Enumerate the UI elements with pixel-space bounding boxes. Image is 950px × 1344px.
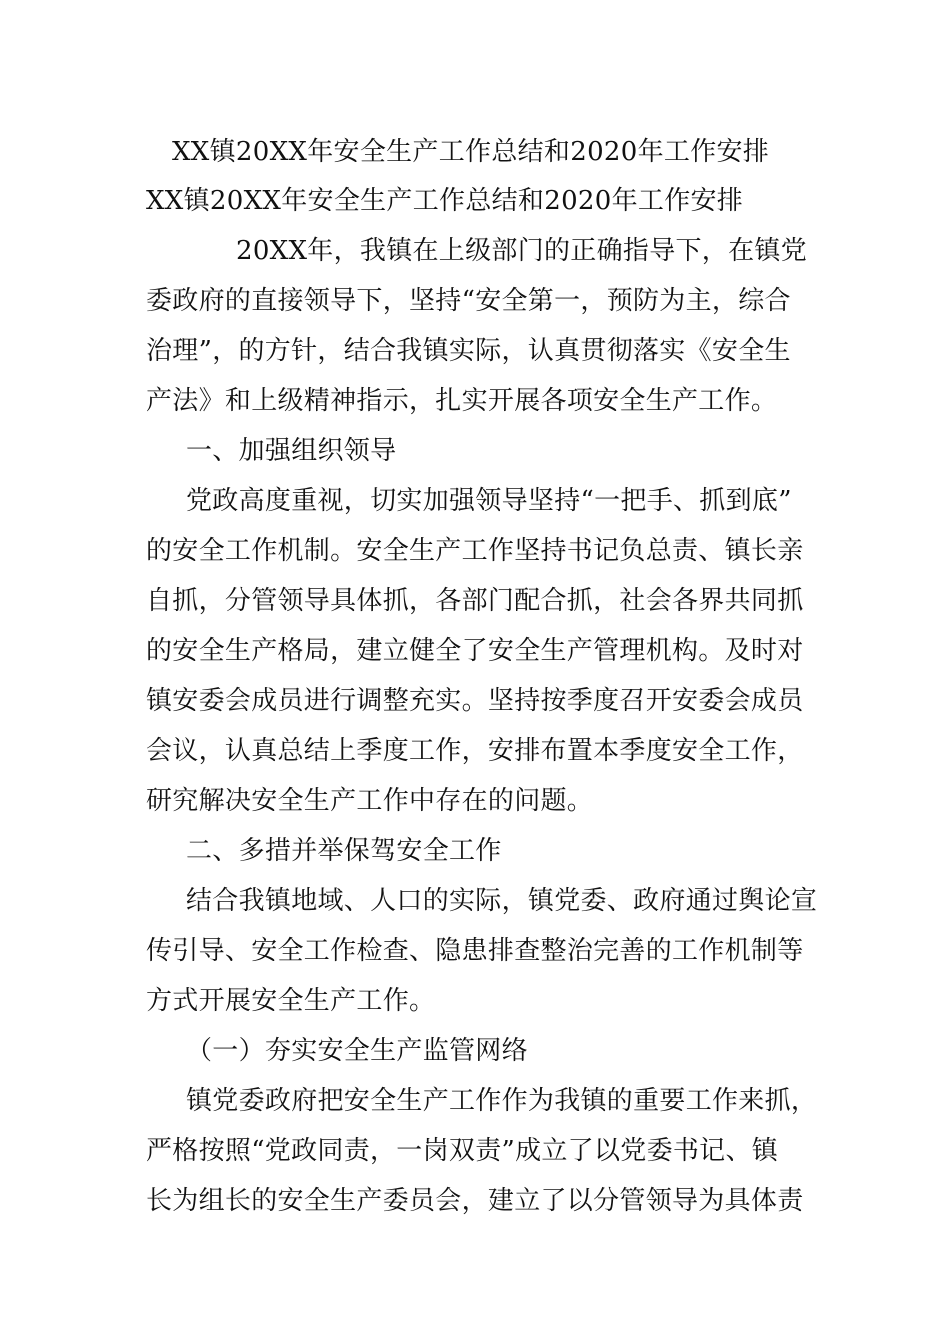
paragraph-line: 传引导、安全工作检查、隐患排查整治完善的工作机制等 bbox=[146, 936, 804, 966]
paragraph-line: 方式开展安全生产工作。 bbox=[146, 986, 436, 1016]
paragraph-line: 产法》和上级精神指示，扎实开展各项安全生产工作。 bbox=[146, 386, 778, 416]
paragraph-line: 的安全生产格局，建立健全了安全生产管理机构。及时对 bbox=[146, 636, 804, 666]
paragraph-line: 20XX年，我镇在上级部门的正确指导下，在镇党 bbox=[236, 236, 808, 266]
paragraph-line: 自抓，分管领导具体抓，各部门配合抓，社会各界共同抓 bbox=[146, 586, 804, 616]
document-title: XX镇20XX年安全生产工作总结和2020年工作安排 bbox=[172, 137, 770, 167]
subsection-heading: （一）夯实安全生产监管网络 bbox=[186, 1036, 528, 1066]
paragraph-line: 镇安委会成员进行调整充实。坚持按季度召开安委会成员 bbox=[146, 686, 804, 716]
paragraph-line: 长为组长的安全生产委员会，建立了以分管领导为具体责 bbox=[146, 1186, 804, 1216]
paragraph-line: 的安全工作机制。安全生产工作坚持书记负总责、镇长亲 bbox=[146, 536, 804, 566]
paragraph-line: 研究解决安全生产工作中存在的问题。 bbox=[146, 786, 594, 816]
paragraph-line: 镇党委政府把安全生产工作作为我镇的重要工作来抓， bbox=[186, 1086, 818, 1116]
paragraph-line: 治理”，的方针，结合我镇实际，认真贯彻落实《安全生 bbox=[146, 336, 791, 366]
paragraph-line: 委政府的直接领导下，坚持“安全第一，预防为主，综合 bbox=[146, 286, 791, 316]
paragraph-line: 严格按照“党政同责，一岗双责”成立了以党委书记、镇 bbox=[146, 1136, 779, 1166]
paragraph-line: 党政高度重视，切实加强领导坚持“一把手、抓到底” bbox=[186, 486, 792, 516]
document-subtitle: XX镇20XX年安全生产工作总结和2020年工作安排 bbox=[146, 186, 744, 216]
paragraph-line: 会议，认真总结上季度工作，安排布置本季度安全工作， bbox=[146, 736, 804, 766]
paragraph-line: 结合我镇地域、人口的实际，镇党委、政府通过舆论宣 bbox=[186, 886, 818, 916]
section-heading: 二、多措并举保驾安全工作 bbox=[186, 836, 502, 866]
section-heading: 一、加强组织领导 bbox=[186, 436, 397, 466]
